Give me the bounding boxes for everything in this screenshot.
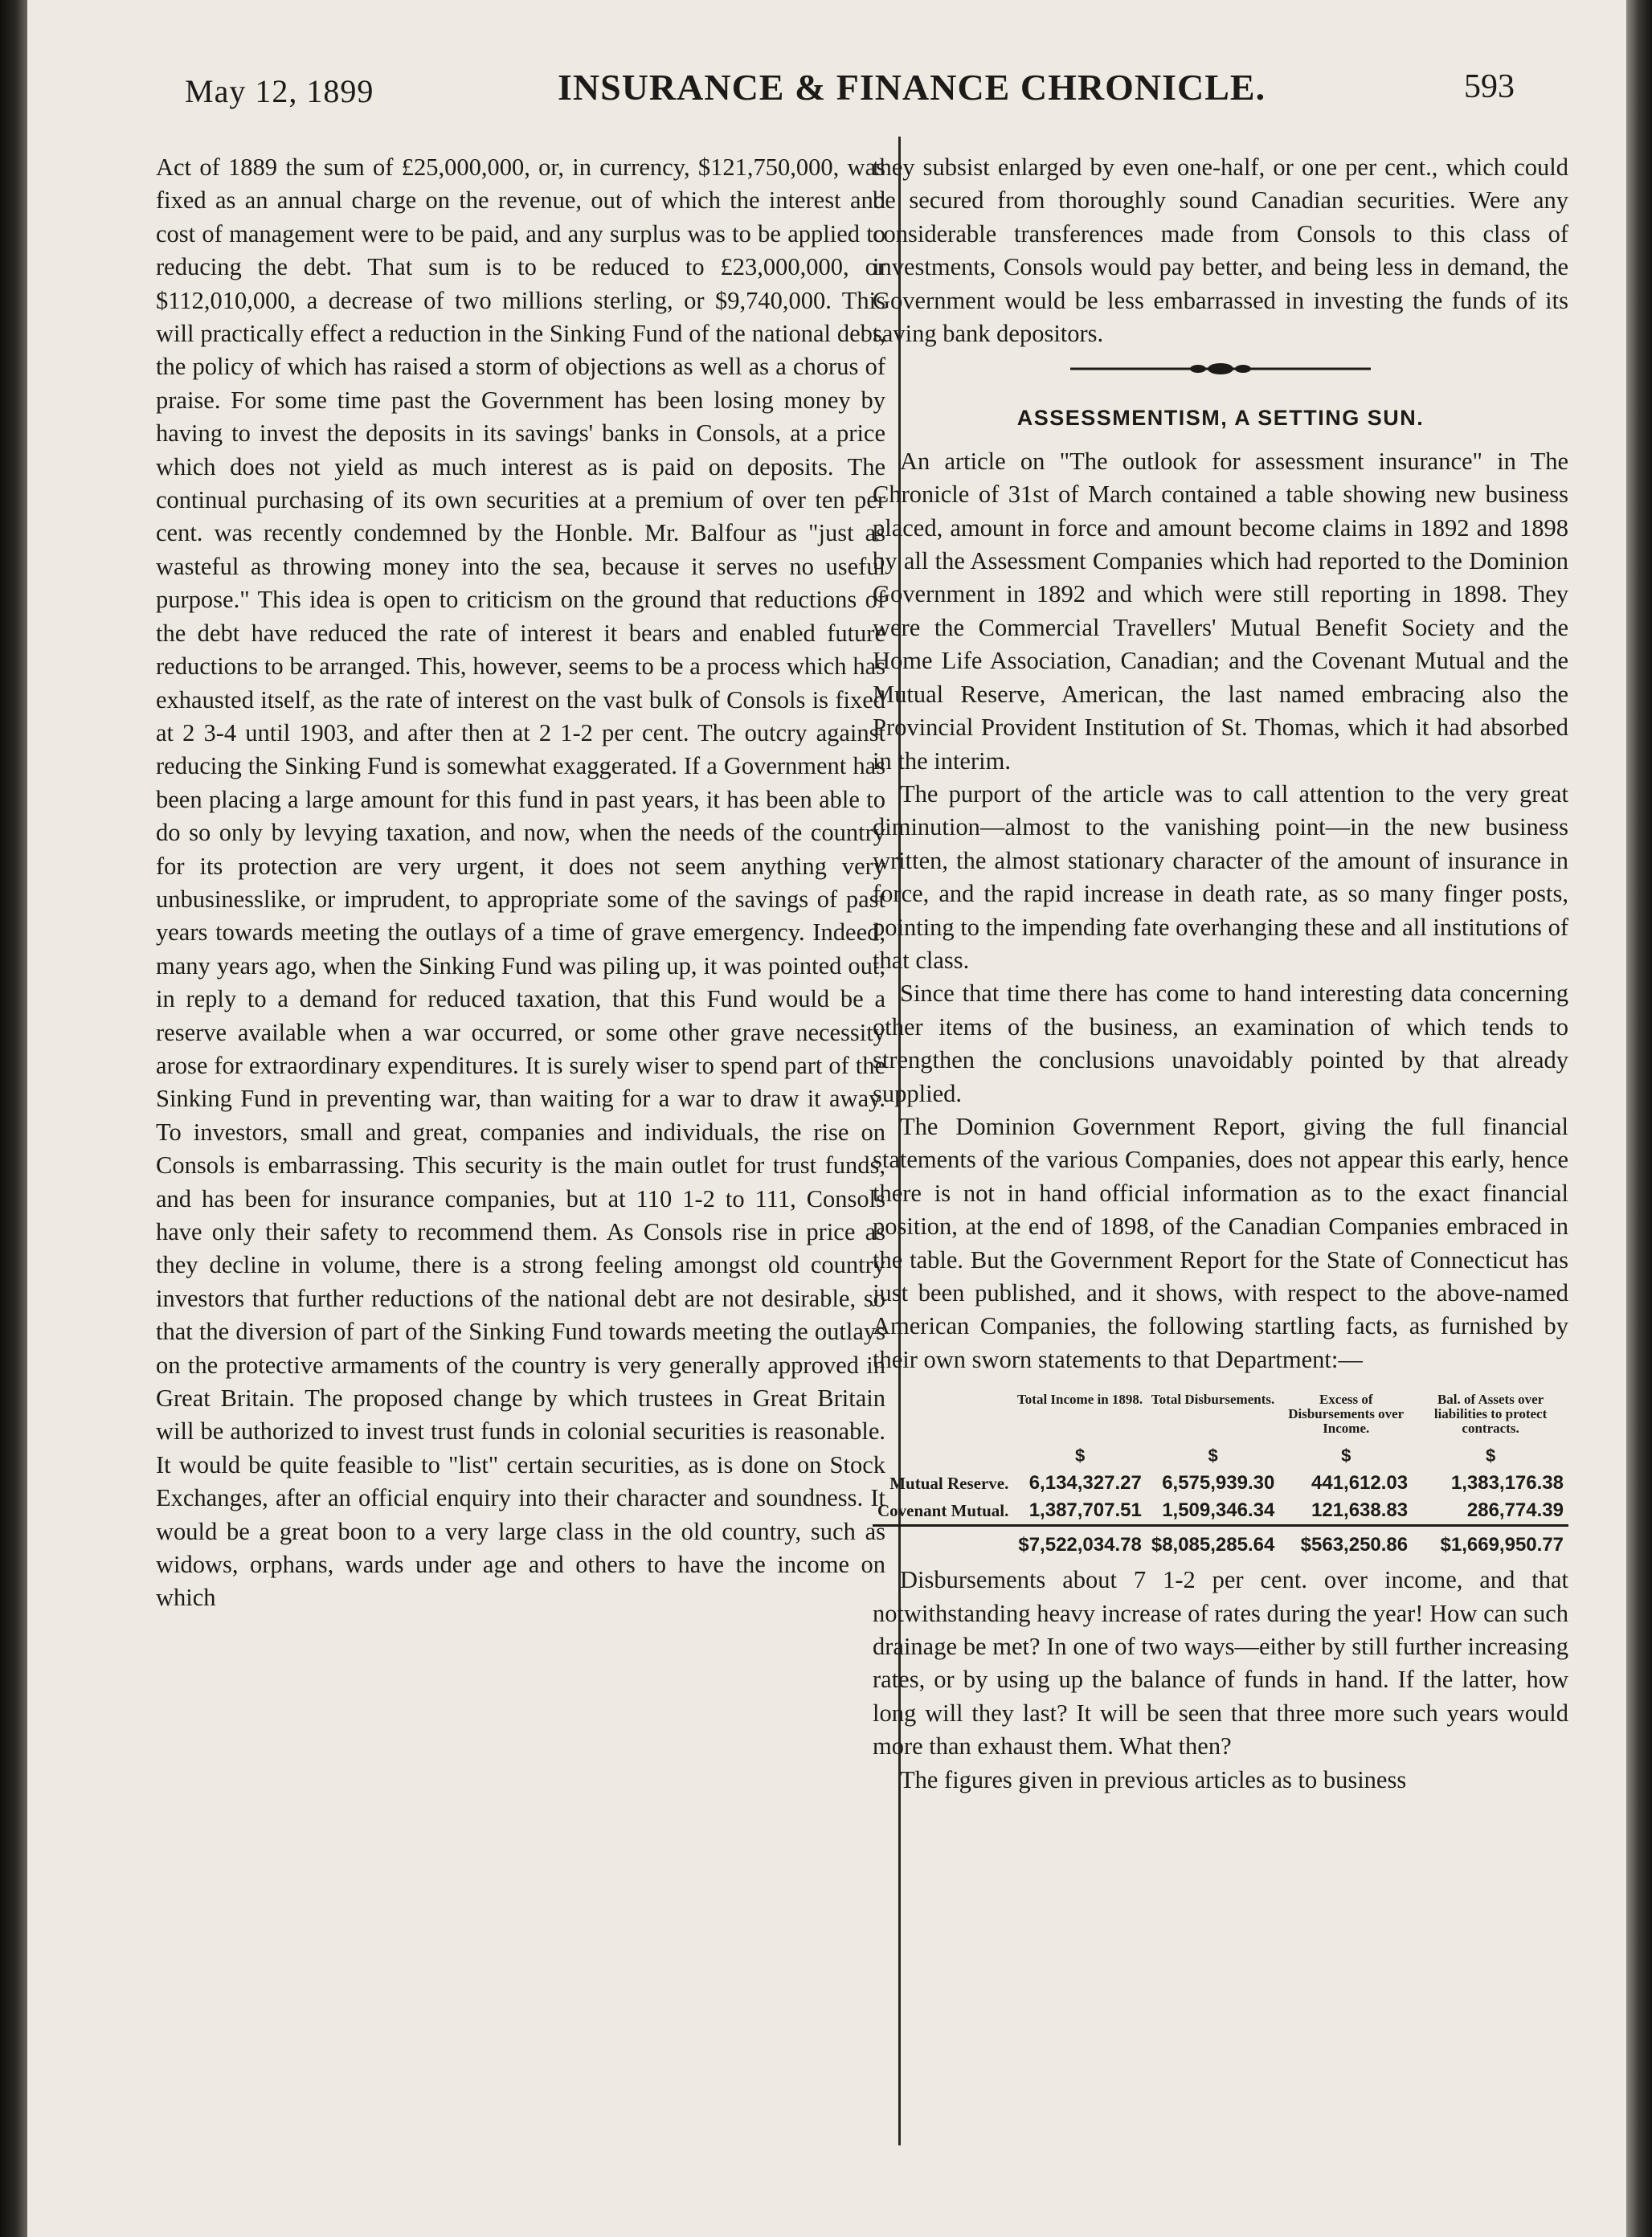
section-heading: ASSESSMENTISM, A SETTING SUN. [1016,406,1425,431]
table-header-cell: Excess of Disbursements over Income. [1288,1392,1405,1437]
total-cell: $8,085,285.64 [1147,1526,1279,1560]
table-cell: 1,383,176.38 [1450,1472,1564,1495]
table-cell: 286,774.39 [1466,1499,1564,1522]
table-corner [873,1436,1013,1470]
ornament-divider [873,360,1568,378]
totals-row [873,1526,1568,1560]
currency-cell: $ [1074,1446,1086,1466]
table-cell: 121,638.83 [1311,1499,1409,1522]
page-number: 593 [1464,68,1515,105]
table-cell: 1,509,346.34 [1162,1499,1275,1522]
table-header-cell: Total Disbursements. [1151,1392,1275,1408]
row-label: Mutual Reserve. [889,1474,1009,1494]
table-cell: 6,575,939.30 [1162,1472,1275,1495]
table-header-cell: Total Income in 1898. [1017,1392,1143,1408]
left-column-text: Act of 1889 the sum of £25,000,000, or, in currency, $121,750,000, was fixed as an annual charge on the revenue, out of which the interest and cost of management were to be paid, and any surplus was to be applied to reducing the debt. That sum is to be reduced to £23,000,000, or $112,010,000, a decrease of two millions sterling, or $9,740,000. This will practically effect a reduction in the Sinking Fund of the national debt, the policy of which has raised a storm of objections as well as a chorus of praise. For some time past the Government has been losing money by having to invest the deposits in its savings' banks in Consols, at a price which does not yield as much interest as is paid on deposits. The continual purchasing of its own securities at a premium of over ten per cent. was recently condemned by the Honble. Mr. Balfour as "just as wasteful as throwing money into the sea, because it serves no useful purpose." This idea is open to criticism on the ground that reductions of the debt have reduced the rate of interest it bears and enabled future reductions to be arranged. This, however, seems to be a process which has exhausted itself, as the rate of interest on the vast bulk of Consols is fixed at 2 3-4 until 1903, and after then at 2 1-2 per cent. The outcry against reducing the Sinking Fund is somewhat exaggerated. If a Government has been placing a large amount for this fund in past years, it has been able to do so only by levying taxation, and now, when the needs of the country for its protection are very urgent, it does not seem anything very unbusinesslike, or imprudent, to appropriate some of the savings of past years towards meeting the outlays of a time of grave emergency. Indeed, many years ago, when the Sinking Fund was piling up, it was pointed out, in reply to a demand for reduced taxation, that this Fund would be a reserve available when a war occurred, or some other grave necessity arose for extraordinary expenditures. It is surely wiser to spend part of the Sinking Fund in preventing war, than waiting for a war to draw it away. To investors, small and great, companies and individuals, the rise on Consols is embarrassing. This security is the main outlet for trust funds, and has been for insurance companies, but at 110 1-2 to 111, Consols have only their safety to recommend them. As Consols rise in price as they decline in volume, there is a strong feeling amongst old country investors that further reductions of the national debt are not desirable, so that the diversion of part of the Sinking Fund towards meeting the outlays on the protective armaments of the country is very generally approved in Great Britain. The proposed change by which trustees in Great Britain will be authorized to invest trust funds in colonial securities is reasonable. It would be quite feasible to "list" certain securities, as is done on Stock Exchanges, after an official enquiry into their character and soundness. It would be a great boon to a very large class in the old country, such as widows, orphans, wards under age and others to have the income on which [156,153,885,1612]
row-label: Covenant Mutual. [877,1501,1009,1521]
table-corner [873,1526,1013,1560]
article-paragraph-2: The purport of the article was to call attention to the very great diminution—almost to the vanishing point—in the new business written, the almost stationary character of the amount of insurance in force, and the rapid increase in death rate, as so many finger posts, pointing to the impending fate overhanging these and all institutions of that class. [873,779,1568,974]
currency-cell: $ [1341,1446,1351,1466]
right-column [873,151,1568,1797]
table-cell: 1,387,707.51 [1028,1499,1142,1522]
publication-title: INSURANCE & FINANCE CHRONICLE. [558,67,1266,108]
article-paragraph-5: Disbursements about 7 1-2 per cent. over income, and that notwithstanding heavy increase of rates during the year! How can such drainage be met? In one of two ways—either by still further increasing rates, or by using up the balance of funds in hand. If the latter, how long will they last? It will be seen that three more such years would more than exhaust them. What then? [873,1566,1568,1761]
page-header [27,63,1626,119]
currency-cell: $ [1485,1446,1496,1466]
table-header-cell: Bal. of Assets over liabilities to protect contracts. [1433,1392,1548,1437]
table-header-row [873,1393,1568,1436]
article-paragraph-1: An article on "The outlook for assessment insurance" in The Chronicle of 31st of March contained a table showing new business placed, amount in force and amount become claims in 1892 and 1898 by all the Assessment Companies which had reported to the Dominion Government in 1892 and which were still reporting in 1898. They were the Commercial Travellers' Mutual Benefit Society and the Home Life Association, Canadian; and the Covenant Mutual and the Mutual Reserve, American, the last named embracing also the Provincial Provident Institution of St. Thomas, which it had absorbed in the interim. [873,447,1568,775]
article-paragraph-4: The Dominion Government Report, giving the full financial statements of the various Companies, does not appear this early, hence there is not in hand official information as to the exact financial position, at the end of 1898, of the Canadian Companies embraced in the table. But the Government Report for the State of Connecticut has just been published, and it shows, with respect to the above-named American Companies, the following startling facts, as furnished by their own sworn statements to that Department:— [873,1112,1568,1373]
issue-date: May 12, 1899 [185,73,374,109]
total-cell: $563,250.86 [1279,1526,1413,1560]
left-column [156,151,885,1615]
newspaper-page [27,0,1626,2237]
financial-table [873,1393,1568,1559]
page-gutter-right [1626,0,1652,2237]
currency-row [873,1436,1568,1470]
table-cell: 6,134,327.27 [1028,1472,1142,1495]
continued-paragraph: they subsist enlarged by even one-half, or one per cent., which could be secured from thoroughly sound Canadian securities. Were any considerable transferences made from Consols to this class of investments, Consols would pay better, and being less in demand, the Government would be less embarrassed in investing the funds of its saving bank depositors. [873,153,1568,348]
table-cell: 441,612.03 [1311,1472,1409,1495]
page-gutter-left [0,0,27,2237]
article-paragraph-6: The figures given in previous articles as to business [900,1765,1407,1793]
currency-cell: $ [1208,1446,1218,1466]
total-cell: $1,669,950.77 [1413,1526,1568,1560]
table-row [873,1470,1568,1497]
total-cell: $7,522,034.78 [1013,1526,1146,1560]
table-corner [873,1393,1013,1436]
table-row [873,1497,1568,1526]
article-paragraph-3: Since that time there has come to hand interesting data concerning other items of the business, an examination of which tends to strengthen the conclusions unavoidably pointed by that already supplied. [873,979,1568,1107]
